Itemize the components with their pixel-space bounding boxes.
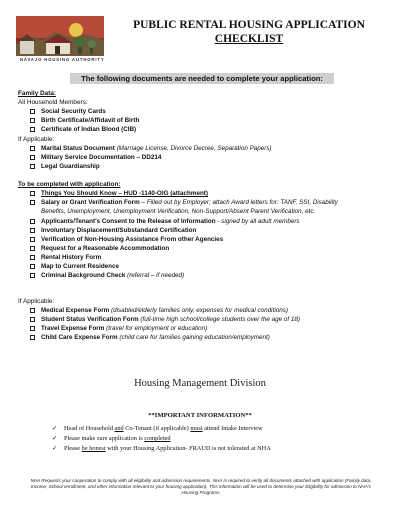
if-applicable-label: If Applicable: <box>18 136 55 143</box>
title-line-2: CHECKLIST <box>214 33 284 45</box>
checkbox-icon[interactable] <box>30 264 35 269</box>
checkbox-icon[interactable] <box>30 308 35 313</box>
important-item: ✓ Please be honest with your Housing Application- FRAUD is not tolerated at NHA <box>52 445 271 452</box>
page-title <box>118 18 380 46</box>
family-data-heading: Family Data: <box>18 90 57 97</box>
checkmark-icon: ✓ <box>52 425 58 432</box>
all-members-label: All Household Members: <box>18 99 88 106</box>
list-item: Things You Should Know – HUD -1140-OIG (attachment) <box>30 190 385 199</box>
checkmark-icon: ✓ <box>52 445 58 452</box>
list-item: Rental History Form <box>30 254 385 263</box>
checkbox-icon[interactable] <box>30 228 35 233</box>
completion-heading: To be completed with application: <box>18 181 121 188</box>
checkbox-icon[interactable] <box>30 317 35 322</box>
checkbox-icon[interactable] <box>30 219 35 224</box>
list-item: Request for a Reasonable Accommodation <box>30 245 385 254</box>
checkbox-icon[interactable] <box>30 118 35 123</box>
list-item: Birth Certificate/Affidavit of Birth <box>30 117 385 126</box>
list-item: Student Status Verification Form (full-time high school/college students over the age of 18) <box>30 316 385 325</box>
list-item: Verification of Non-Housing Assistance From other Agencies <box>30 236 385 245</box>
checkbox-icon[interactable] <box>30 255 35 260</box>
list-item: Certificate of Indian Blood (CIB) <box>30 126 385 135</box>
checkbox-icon[interactable] <box>30 326 35 331</box>
list-item: Criminal Background Check (referral – if needed) <box>30 272 385 281</box>
instructions-banner: The following documents are needed to complete your application: <box>70 73 334 84</box>
checkbox-icon[interactable] <box>30 155 35 160</box>
checkbox-icon[interactable] <box>30 335 35 340</box>
list-item: Involuntary Displacement/Substandard Certification <box>30 227 385 236</box>
list-item: Map to Current Residence <box>30 263 385 272</box>
important-heading: **IMPORTANT INFORMATION** <box>148 412 252 419</box>
list-item: Social Security Cards <box>30 108 385 117</box>
footer-note: NHA Requests your cooperation to comply with all eligibility and admission requirements. NHA is required to verify all documents attached with application (Family data, Income, School enrollment, and other information relevant to your housing application). This information will be used to determine your Eligibility for admission to NHA's Housing Programs. <box>30 478 372 496</box>
checkbox-icon[interactable] <box>30 164 35 169</box>
important-item: ✓ Please make sure application is completed <box>52 435 171 442</box>
checkbox-icon[interactable] <box>30 109 35 114</box>
title-line-1: PUBLIC RENTAL HOUSING APPLICATION <box>133 19 365 31</box>
checkbox-icon[interactable] <box>30 237 35 242</box>
list-item: Marital Status Document (Marriage License, Divorce Decree, Separation Papers) <box>30 145 385 154</box>
checkbox-icon[interactable] <box>30 246 35 251</box>
list-item: Salary or Grant Verification Form – Filled out by Employer; attach Award letters for: TANF, SSI, Disability Benefits, Unemployment, Unemployment Verification, Non-Support/Absent Parent Verification, etc. <box>30 199 385 216</box>
list-item: Legal Guardianship <box>30 163 385 172</box>
if-applicable-label-2: If Applicable: <box>18 298 55 305</box>
nha-logo-icon <box>16 16 104 56</box>
checkbox-icon[interactable] <box>30 146 35 151</box>
list-item: Medical Expense Form (disabled/elderly families only, expenses for medical conditions) <box>30 307 385 316</box>
checkbox-icon[interactable] <box>30 200 35 205</box>
checkbox-icon[interactable] <box>30 191 35 196</box>
list-item: Military Service Documentation – DD214 <box>30 154 385 163</box>
checkmark-icon: ✓ <box>52 435 58 442</box>
checkbox-icon[interactable] <box>30 127 35 132</box>
logo-caption: NAVAJO HOUSING AUTHORITY <box>20 57 105 62</box>
important-item: ✓ Head of Household and Co-Tenant (if applicable) must attend Intake Interview <box>52 425 263 432</box>
division-title: Housing Management Division <box>134 378 266 389</box>
list-item: Travel Expense Form (travel for employment or education) <box>30 325 385 334</box>
checkbox-icon[interactable] <box>30 273 35 278</box>
list-item: Child Care Expense Form (child care for families gaining education/employment) <box>30 334 385 343</box>
list-item: Applicants/Tenant's Consent to the Release of Information - signed by all adult members <box>30 218 385 227</box>
